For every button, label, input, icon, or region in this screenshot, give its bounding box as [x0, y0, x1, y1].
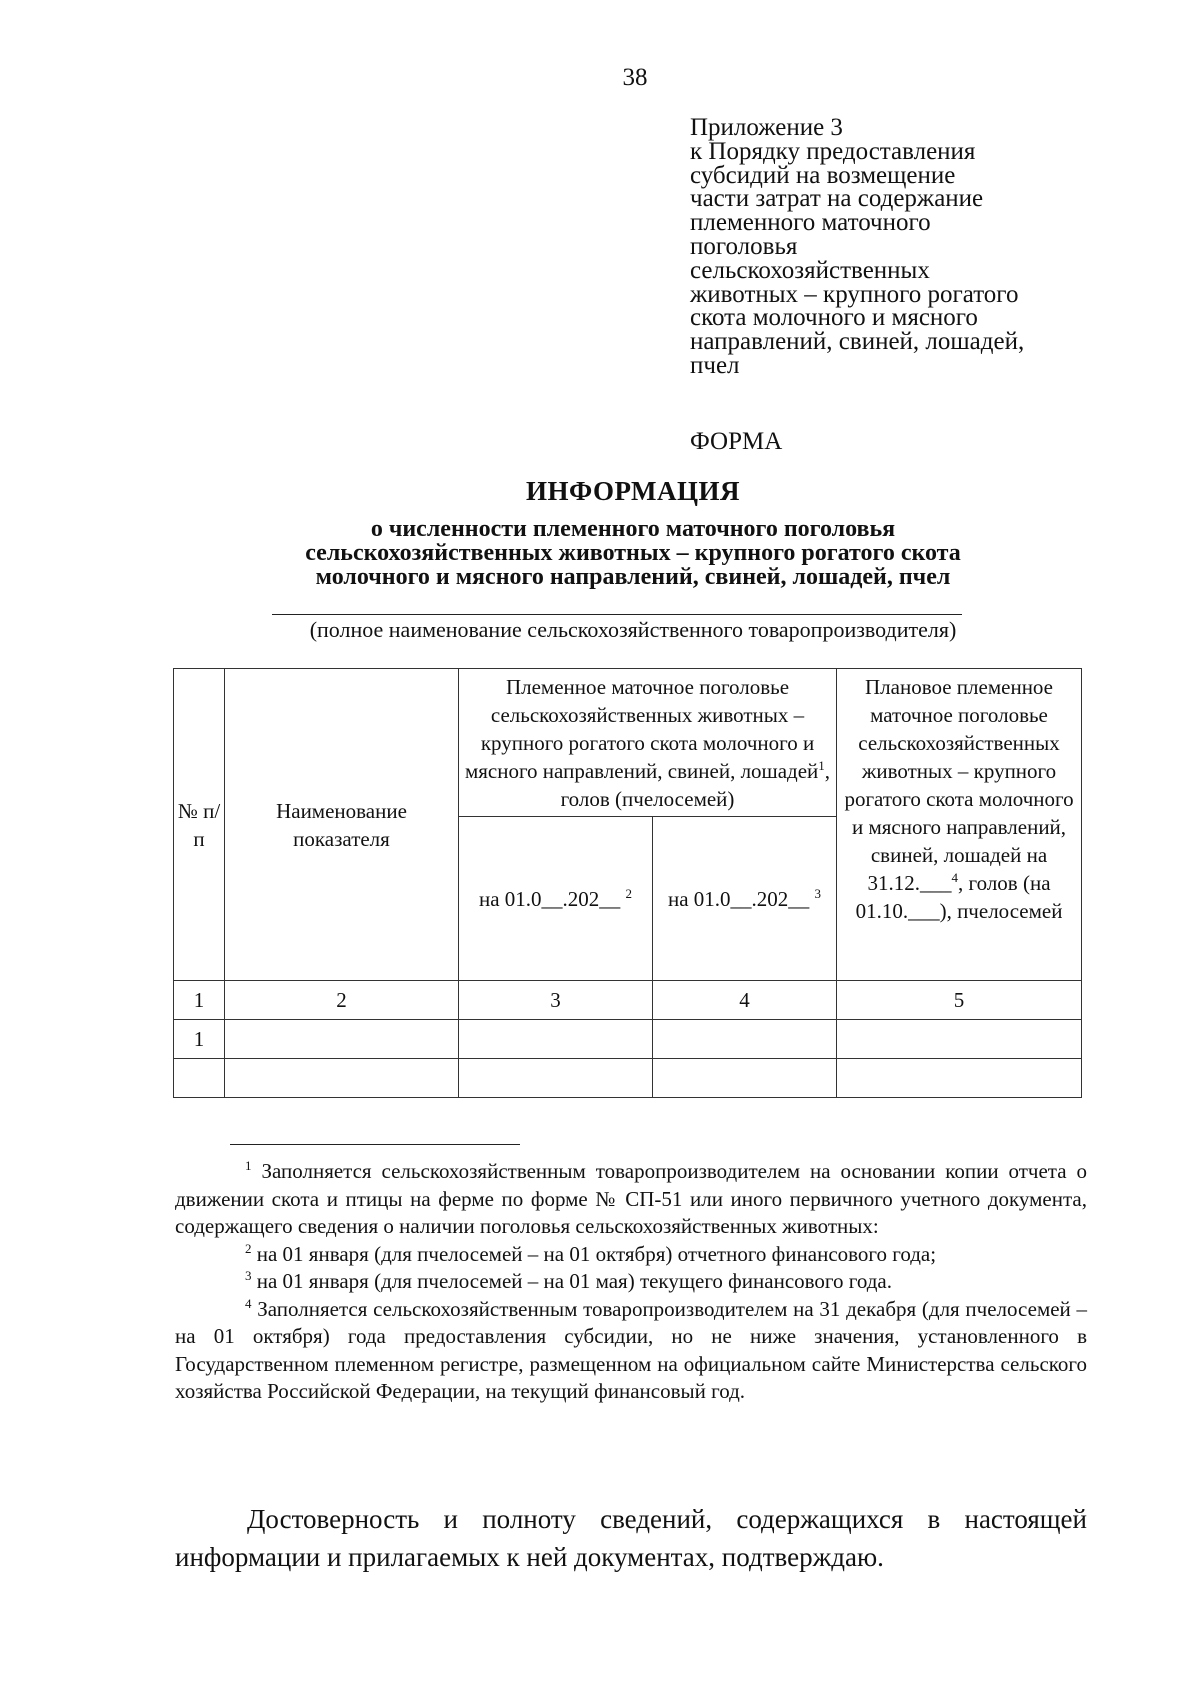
subtitle-line: молочного и мясного направлений, свиней, лошадей, пчел: [315, 564, 951, 590]
column-number: 2: [225, 981, 459, 1020]
document-title: ИНФОРМАЦИЯ: [526, 476, 740, 506]
header-livestock-group: [459, 669, 837, 817]
confirmation-text: Достоверность и полноту сведений, содержащихся в настоящей информации и прилагаемых к ней документах, подтверждаю.: [175, 1504, 1087, 1572]
footnote-text: Заполняется сельскохозяйственным товаропроизводителем на основании копии отчета о движении скота и птицы на ферме по форме № СП-51 или иного первичного учетного документа, содержащего сведения о наличии поголовья сельскохозяйственных животных:: [175, 1159, 1088, 1238]
header-date-2-text: на 01.0__.202__: [667, 886, 810, 911]
header-number: № п/п: [174, 669, 225, 981]
appendix-line: Приложение 3: [690, 114, 843, 141]
header-livestock-group-text: Племенное маточное поголовье сельскохозяйственных животных – крупного рогатого скота молочного и мясного направлений, свиней, лошадей: [464, 674, 819, 783]
header-livestock-group-unit: , голов (пчелосемей): [560, 758, 831, 811]
column-number: 4: [653, 981, 837, 1020]
subtitle-line: о численности племенного маточного поголовья: [370, 516, 896, 542]
appendix-line: к Порядку предоставления: [690, 137, 976, 165]
table-cell[interactable]: [837, 1059, 1082, 1098]
footnote-mark: 4: [245, 1295, 252, 1311]
footnote-mark: 2: [245, 1240, 252, 1256]
appendix-line: племенного маточного: [690, 209, 931, 237]
column-number-row: [174, 981, 1082, 1020]
header-date-2: [653, 817, 837, 981]
appendix-line: скота молочного и мясного: [690, 304, 978, 332]
footnote-separator: [230, 1144, 520, 1145]
column-number: 5: [837, 981, 1082, 1020]
table-row: [174, 1059, 1082, 1098]
footnote-4: [175, 1296, 1087, 1406]
form-label: ФОРМА: [690, 428, 783, 455]
livestock-table: [173, 668, 1082, 1098]
footnote-text: на 01 января (для пчелосемей – на 01 октября) отчетного финансового года;: [256, 1241, 937, 1266]
footnote-text: Заполняется сельскохозяйственным товаропроизводителем на 31 декабря (для пчелосемей – на 01 октября) года предоставления субсидии, но не ниже значения, установленного в Государственном племенном регистре, размещенном на официальном сайте Министерства сельского хозяйства Российской Федерации, на текущий финансовый год.: [175, 1296, 1088, 1403]
table-cell[interactable]: [653, 1020, 837, 1059]
footnote-text: на 01 января (для пчелосемей – на 01 мая) текущего финансового года.: [256, 1269, 892, 1293]
page-number: 38: [622, 64, 648, 91]
confirmation-statement: [175, 1500, 1087, 1576]
producer-caption: (полное наименование сельскохозяйственного товаропроизводителя): [309, 617, 957, 642]
appendix-reference: [690, 116, 1090, 378]
footnote-2: [175, 1241, 1087, 1269]
footnotes: [175, 1158, 1087, 1406]
header-indicator-name: Наименование показателя: [225, 669, 459, 981]
header-date-1-text: на 01.0__.202__: [478, 886, 621, 911]
table-cell[interactable]: [174, 1059, 225, 1098]
footnote-3: [175, 1268, 1087, 1296]
header-planned-livestock: [837, 669, 1082, 981]
appendix-line: сельскохозяйственных: [690, 256, 930, 284]
header-planned-unit: , голов (на 01.10.___), пчелосемей: [855, 871, 1063, 923]
appendix-line: части затрат на содержание: [690, 185, 984, 213]
table-cell[interactable]: [653, 1059, 837, 1098]
table-cell[interactable]: 1: [174, 1020, 225, 1059]
column-number: 1: [174, 981, 225, 1020]
appendix-line: пчел: [690, 351, 740, 379]
appendix-line: животных – крупного рогатого: [690, 280, 1019, 308]
table-cell[interactable]: [225, 1020, 459, 1059]
table-cell[interactable]: [837, 1020, 1082, 1059]
footnote-ref-1: 1: [818, 757, 825, 773]
table-row: [174, 1020, 1082, 1059]
producer-name-blank-line[interactable]: [272, 614, 962, 615]
header-planned-text: Плановое племенное маточное поголовье сельскохозяйственных животных – крупного рогатого скота молочного и мясного направлений, свиней, лошадей на 31.12.___: [844, 675, 1074, 895]
document-subtitle: [200, 517, 1066, 589]
appendix-line: субсидий на возмещение: [690, 161, 956, 189]
header-date-1: [459, 817, 653, 981]
table-cell[interactable]: [459, 1020, 653, 1059]
appendix-line: направлений, свиней, лошадей,: [690, 328, 1025, 356]
subtitle-line: сельскохозяйственных животных – крупного рогатого скота: [305, 540, 961, 566]
footnote-ref-4: 4: [951, 870, 958, 885]
appendix-line: поголовья: [690, 232, 798, 260]
table-cell[interactable]: [459, 1059, 653, 1098]
column-number: 3: [459, 981, 653, 1020]
footnote-mark: 1: [245, 1158, 252, 1173]
footnote-mark: 3: [245, 1268, 252, 1283]
footnote-ref-3: 3: [814, 885, 822, 901]
footnote-1: [175, 1158, 1087, 1241]
table-cell[interactable]: [225, 1059, 459, 1098]
footnote-ref-2: 2: [625, 885, 633, 901]
